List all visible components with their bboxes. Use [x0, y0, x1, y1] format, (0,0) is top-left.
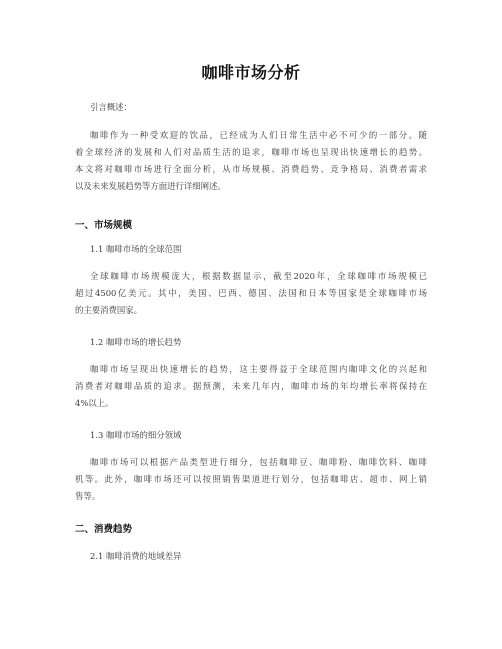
paragraph-line: 咖啡作为一种受欢迎的饮品，已经成为人们日常生活中必不可少的一部分。随: [90, 130, 427, 140]
paragraph-line: 的主要消费国家。: [75, 305, 142, 315]
section-heading-consumption-trends: 二、消费趋势: [75, 524, 133, 535]
paragraph-1-1: [75, 268, 427, 319]
paragraph-line: 咖啡市场可以根据产品类型进行细分，包括咖啡豆、咖啡粉、咖啡饮料、咖啡: [90, 457, 427, 467]
paragraph-1-2: [75, 361, 427, 412]
subsection-title-2-1: 2.1 咖啡消费的地域差异: [90, 551, 182, 561]
paragraph-line: 售等。: [75, 491, 101, 501]
intro-paragraph: [75, 127, 427, 195]
paragraph-line: 咖啡市场呈现出快速增长的趋势，这主要得益于全球范围内咖啡文化的兴起和: [90, 364, 427, 374]
section-heading-market-size: 一、市场规模: [75, 220, 133, 231]
subsection-title-1-3: 1.3 咖啡市场的细分领域: [90, 430, 182, 440]
paragraph-line: 机等。此外，咖啡市场还可以按照销售渠道进行划分，包括咖啡店、超市、网上销: [75, 474, 427, 484]
paragraph-line: 4%以上。: [75, 398, 114, 408]
intro-label: 引言概述：: [90, 102, 132, 112]
paragraph-line: 以及未来发展趋势等方面进行详细阐述。: [75, 181, 226, 191]
paragraph-1-3: [75, 454, 427, 505]
paragraph-line: 消费者对咖啡品质的追求。据预测，未来几年内，咖啡市场的年均增长率将保持在: [75, 381, 427, 391]
document-title: 咖啡市场分析: [201, 63, 301, 82]
paragraph-line: 本文将对咖啡市场进行全面分析，从市场规模、消费趋势、竞争格局、消费者需求: [75, 164, 427, 174]
subsection-title-1-1: 1.1 咖啡市场的全球范围: [90, 244, 182, 254]
subsection-title-1-2: 1.2 咖啡市场的增长趋势: [90, 337, 182, 347]
paragraph-line: 着全球经济的发展和人们对品质生活的追求，咖啡市场也呈现出快速增长的趋势。: [75, 147, 427, 157]
paragraph-line: 全球咖啡市场规模庞大，根据数据显示，截至2020年，全球咖啡市场规模已: [90, 271, 427, 281]
paragraph-line: 超过4500亿美元。其中，美国、巴西、德国、法国和日本等国家是全球咖啡市场: [75, 288, 427, 298]
